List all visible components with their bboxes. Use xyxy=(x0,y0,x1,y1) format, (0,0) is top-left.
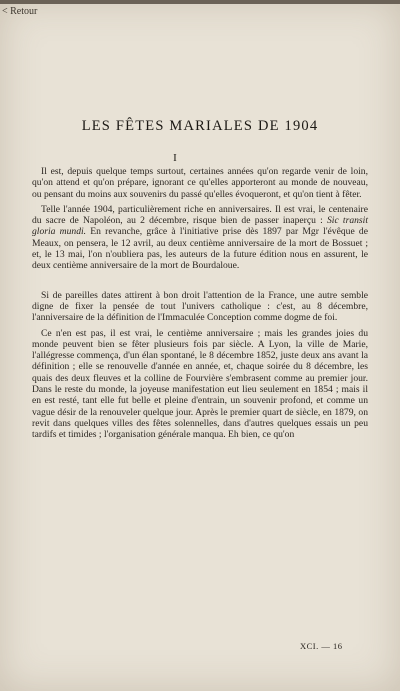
section-number: I xyxy=(173,152,177,164)
latin-phrase: Sic transit gloria mundi. xyxy=(32,215,368,238)
paragraph-2-before: Telle l'année 1904, particulièrement riche en anniversaires. Il est vrai, le centenaire du sacre de Napoléon, au 2 décembre, risque bien de passer inaperçu : xyxy=(32,203,368,227)
page-title: LES FÊTES MARIALES DE 1904 xyxy=(81,118,319,134)
paragraph-3: Si de pareilles dates attirent à bon droit l'attention de la France, une autre semble digne de fixer la pensée de tout l'univers catholique : c'est, au 8 décembre, l'anniversaire de la définition de l'Immaculée Conception comme dogme de foi. xyxy=(32,289,368,324)
paragraph-2 xyxy=(32,204,368,272)
paragraph-4: Ce n'en est pas, il est vrai, le centième anniversaire ; mais les grandes joies du monde peuvent bien se fêter plusieurs fois par siècle. A Lyon, la ville de Marie, l'allégresse commença, d'un élan spontané, le 8 décembre 1852, juste deux ans avant la définition ; elle se renouvelle d'année en année, et, chaque soirée du 8 décembre, les quais des deux fleuves et la colline de Fourvière s'embrasent comme au premier jour. Dans le reste du monde, la joyeuse manifestation eut lieu seulement en 1854 ; mais il en est resté, tant elle fut belle et pleine d'entrain, un souvenir profond, et comme un vague désir de la renouveler quelque jour. Après le premier quart de siècle, en 1879, on revit dans quelques villes des fêtes solennelles, dans d'autres quelques essais un peu tardifs et timides ; l'organisation générale manqua. Eh bien, ce qu'on xyxy=(32,327,368,441)
top-rule xyxy=(0,0,400,4)
body-text xyxy=(32,166,368,445)
paragraph-1: Il est, depuis quelque temps surtout, certaines années qu'on regarde venir de loin, qu'on attend et qu'on prépare, ignorant ce qu'elles apporteront au monde de nouveau, ou pensant du moins aux souvenirs du passé qu'elles évoqueront, et qu'on tient à fêter. xyxy=(32,166,368,200)
header-mark: < Retour xyxy=(2,6,38,17)
folio-signature: XCI. — 16 xyxy=(300,641,343,651)
paragraph-2-after: En revanche, grâce à l'initiative prise dès 1897 par Mgr l'évêque de Meaux, on pensera, le 12 avril, au deux centième anniversaire de la mort de Bossuet ; et, le 13 mai, l'on n'oubliera pas, les auteurs de la future édition nous en assurent, le deux centième anniversaire de la mort de Bourdaloue. xyxy=(32,226,368,272)
